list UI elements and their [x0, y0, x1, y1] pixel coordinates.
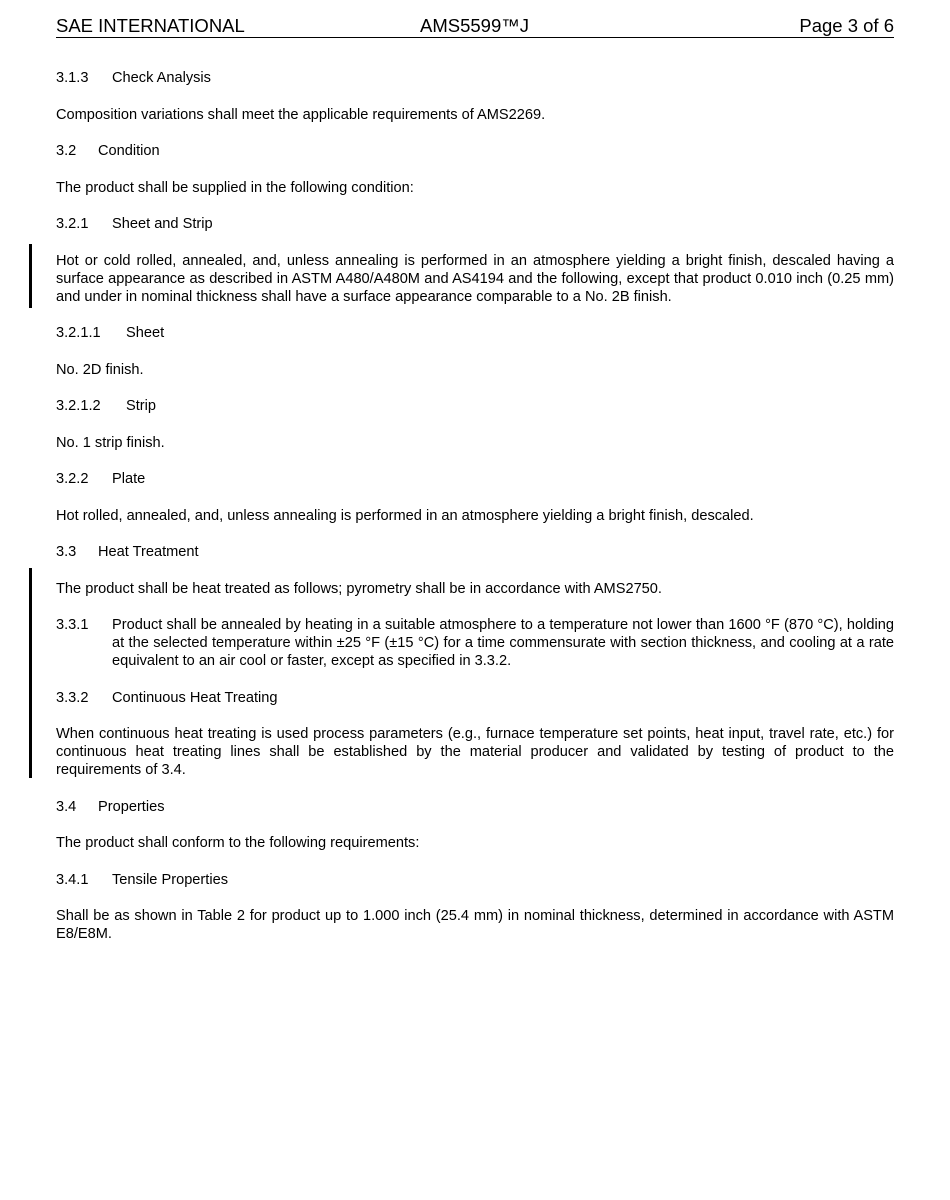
section-heading	[56, 470, 894, 488]
section-number: 3.2	[56, 143, 77, 159]
section-number: 3.3	[56, 544, 77, 560]
clause-text: Product shall be annealed by heating in a suitable atmosphere to a temperature not lower than 1600 °F (870 °C), holding at the selected temperature within ±25 °F (±15 °C) for a time commensurate with section thickness, and cooling at a rate equivalent to an air cool or faster, except as specified in 3.3.2.	[112, 617, 894, 669]
section-title: Sheet and Strip	[112, 216, 213, 232]
paragraph: The product shall be heat treated as follows; pyrometry shall be in accordance with AMS2750.	[56, 580, 662, 597]
section-title: Check Analysis	[112, 70, 211, 86]
section-number: 3.1.3	[56, 70, 89, 86]
section-title: Strip	[126, 398, 157, 414]
paragraph: Hot or cold rolled, annealed, and, unless annealing is performed in an atmosphere yielding a bright finish, descaled having a surface appearance as described in ASTM A480/A480M and AS4194 and the following, except that product 0.010 inch (0.25 mm) and under in nominal thickness shall have a surface appearance comparable to a No. 2B finish.	[56, 252, 894, 305]
section-title: Condition	[98, 143, 160, 159]
section-title: Plate	[112, 471, 146, 487]
section-number: 3.3.1	[56, 617, 89, 633]
header-page-number: Page 3 of 6	[799, 15, 894, 36]
document-body	[56, 69, 894, 962]
section-title: Tensile Properties	[112, 871, 228, 888]
revision-change-bar	[29, 244, 32, 308]
header-document-id: AMS5599™J	[420, 15, 529, 36]
section-heading	[56, 324, 894, 342]
paragraph: No. 2D finish.	[56, 361, 144, 378]
paragraph: The product shall conform to the following requirements:	[56, 835, 420, 851]
paragraph: When continuous heat treating is used process parameters (e.g., furnace temperature set points, heat input, travel rate, etc.) for continuous heat treating lines shall be established by the material producer and validated by testing of product to the requirements of 3.4.	[56, 726, 894, 778]
section-heading	[56, 798, 894, 816]
section-heading	[56, 397, 894, 415]
section-title: Continuous Heat Treating	[112, 689, 278, 706]
paragraph: The product shall be supplied in the following condition:	[56, 179, 414, 196]
section-heading	[56, 689, 894, 707]
section-number: 3.4	[56, 798, 77, 815]
paragraph: Hot rolled, annealed, and, unless annealing is performed in an atmosphere yielding a bright finish, descaled.	[56, 507, 754, 524]
section-number: 3.2.1	[56, 216, 89, 232]
section-title: Sheet	[126, 325, 165, 341]
section-number: 3.2.1.2	[56, 398, 101, 414]
paragraph: No. 1 strip finish.	[56, 434, 165, 451]
section-heading	[56, 543, 894, 561]
header-organization: SAE INTERNATIONAL	[56, 15, 245, 36]
paragraph: Shall be as shown in Table 2 for product up to 1.000 inch (25.4 mm) in nominal thickness, determined in accordance with ASTM E8/E8M.	[56, 908, 894, 942]
numbered-clause	[56, 616, 894, 670]
section-heading	[56, 142, 894, 160]
section-heading	[56, 215, 894, 233]
section-title: Properties	[98, 798, 165, 815]
section-heading	[56, 69, 894, 87]
page-header	[56, 15, 894, 38]
section-number: 3.3.2	[56, 689, 89, 706]
revision-change-bar	[29, 568, 32, 778]
section-number: 3.4.1	[56, 871, 89, 888]
paragraph: Composition variations shall meet the applicable requirements of AMS2269.	[56, 106, 546, 123]
section-number: 3.2.2	[56, 471, 89, 487]
section-title: Heat Treatment	[98, 544, 199, 560]
section-number: 3.2.1.1	[56, 325, 101, 341]
section-heading	[56, 871, 894, 889]
